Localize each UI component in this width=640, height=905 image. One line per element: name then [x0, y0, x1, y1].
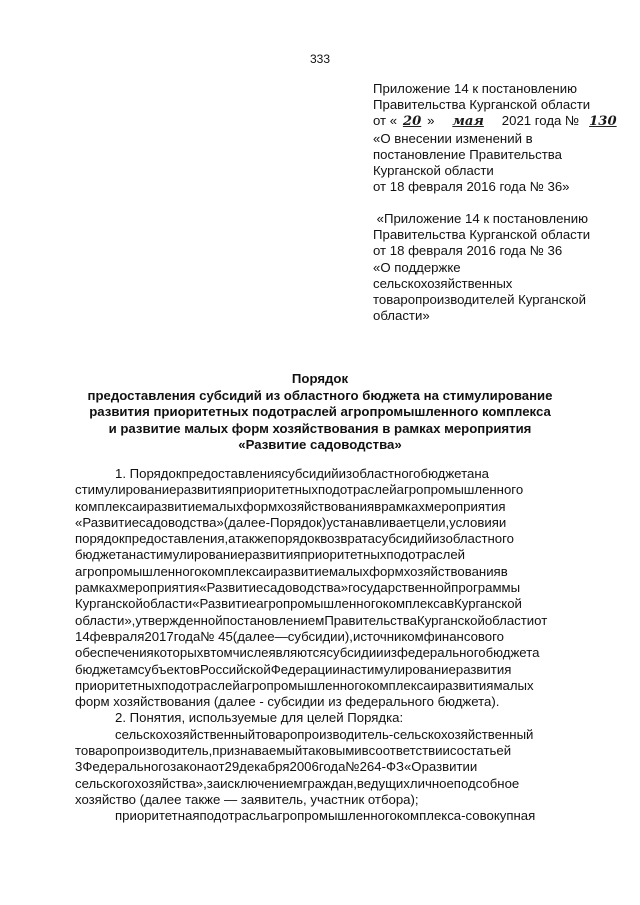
word: соответствии [368, 743, 450, 759]
word: 1. Порядок [115, 466, 182, 481]
word: Курганской [75, 596, 143, 612]
word: субъектов [137, 661, 201, 677]
paragraph-3-last-line: хозяйство (далее также — заявитель, участник отбора); [75, 791, 419, 807]
word: устанавливает [326, 514, 417, 530]
word: стимулирование [354, 661, 456, 677]
word: рамках [75, 580, 119, 596]
word: хозяйствования [277, 498, 375, 514]
word: форм [369, 563, 404, 579]
attachment-line: Правительства Курганской области [373, 227, 591, 243]
word: источником [352, 628, 424, 644]
attachment-line: постановление Правительства [373, 146, 562, 162]
text-line [75, 466, 612, 482]
text-line [75, 515, 612, 531]
word: малых [202, 498, 243, 514]
word: Курганской [417, 612, 485, 628]
word: 14 [75, 628, 90, 644]
text-line [75, 580, 612, 596]
word: Правительства [324, 612, 418, 628]
word: субсидии [326, 645, 384, 661]
text-line [75, 499, 612, 515]
word: в [361, 743, 369, 759]
word: подотраслей [386, 547, 466, 563]
paragraph-1-last-line: форм хозяйствования (далее - субсидии из федерального бюджета). [75, 694, 500, 710]
word: приоритетных [231, 482, 318, 498]
word: со [449, 743, 464, 759]
original-attachment-header [373, 211, 613, 324]
handwritten-month: мая [452, 114, 484, 130]
word: развития [244, 547, 301, 563]
word: Курганской [454, 596, 522, 612]
word: обеспечения [75, 645, 154, 661]
word: подотраслей [161, 677, 240, 693]
word: от [534, 612, 548, 628]
word: субсидий [281, 466, 339, 481]
word: комплекса [201, 563, 266, 579]
word: 264-ФЗ [359, 759, 404, 775]
word: комплекса [382, 596, 448, 612]
word: Федерации [270, 661, 340, 677]
document-body [75, 466, 612, 825]
text-line [75, 678, 612, 694]
word: хозяйства», [134, 775, 207, 791]
word: граждан, [302, 775, 357, 791]
word: агропромышленного [396, 482, 524, 498]
word: мероприятия [424, 498, 506, 514]
word: мероприятия [118, 580, 200, 596]
word: на [339, 661, 355, 677]
word: (далее [232, 628, 275, 644]
word: субсидии), [287, 628, 353, 644]
word: Российской [200, 661, 271, 677]
word: бюджетам [75, 661, 138, 677]
date-mid: » [427, 113, 435, 129]
attachment-line: «Приложение 14 к постановлению [373, 211, 588, 226]
word: декабря [239, 759, 290, 775]
title-line: предоставления субсидий из областного бюджета на стимулирование [87, 387, 553, 403]
word: «О [403, 759, 422, 775]
title-line: и развитие малых форм хозяйствования в рамках мероприятия [108, 420, 532, 436]
word: № 45 [200, 628, 233, 644]
text-line [75, 645, 612, 661]
word: № [345, 759, 360, 775]
word: сельскохозяйственный [393, 726, 534, 742]
word: 2006 [289, 759, 319, 775]
attachment-line: сельскохозяйственных [373, 275, 513, 291]
word: программы [451, 580, 521, 596]
word: области [142, 596, 193, 612]
word: в [500, 563, 508, 579]
word: Федерального [82, 759, 171, 775]
word: сельскохозяйственный [115, 726, 256, 742]
word: развития [176, 482, 232, 498]
word: - [461, 808, 466, 824]
word: 29 [224, 759, 240, 775]
text-line [75, 743, 612, 759]
word: агропромышленного [270, 808, 397, 824]
word: из [432, 531, 446, 547]
word: «Развитие [199, 580, 264, 596]
word: «Развитие [75, 514, 140, 530]
word: финансового [423, 628, 504, 644]
title-line: «Развитие садоводства» [238, 437, 402, 453]
word: являются [268, 645, 327, 661]
word: стимулирование [143, 547, 245, 563]
word: - [388, 726, 394, 742]
title-line: Порядок [291, 371, 349, 386]
word: возврата [320, 531, 375, 547]
word: февраля [89, 628, 145, 644]
word: постановлением [222, 612, 325, 628]
word: подсобное [453, 775, 520, 791]
word: садоводства» [139, 514, 224, 530]
word: субсидий [374, 531, 433, 547]
word: федерального [396, 645, 486, 661]
title-line: развития приоритетных подотраслей агропромышленного комплекса [89, 404, 551, 420]
word: признаваемый [212, 743, 303, 759]
word: предоставления, [124, 531, 229, 547]
attachment-line: от 18 февраля 2016 года № 36 [373, 243, 563, 259]
word: «Развитие [192, 596, 257, 612]
word: условия [449, 514, 499, 530]
word: развитии [421, 759, 478, 775]
text-line [75, 759, 612, 775]
word: стимулирование [75, 482, 177, 498]
word: приоритетных [75, 677, 162, 693]
word: закона [170, 759, 212, 775]
word: развитие [146, 498, 203, 514]
attachment-line: Курганской области [373, 163, 494, 179]
text-line [75, 547, 612, 563]
attachment-line: «О поддержке [373, 259, 461, 275]
document-title [0, 371, 640, 454]
word: подотраслей [318, 482, 397, 498]
text-line [75, 629, 612, 645]
word: и [265, 563, 274, 579]
word: из [338, 466, 353, 481]
word: - [265, 514, 270, 530]
word: комплекса [396, 808, 462, 824]
word: товаропроизводитель [255, 726, 389, 742]
word: таковыми [302, 743, 362, 759]
word: 2017 [144, 628, 174, 644]
word: — [274, 628, 288, 644]
attachment-line: области» [373, 308, 430, 324]
word: развития [437, 677, 494, 693]
word: и [139, 498, 147, 514]
word: бюджета [485, 645, 540, 661]
text-line [75, 482, 612, 498]
word: Порядок) [269, 514, 327, 530]
word: подотрасль [199, 808, 271, 824]
word: личное [409, 775, 454, 791]
amendment-attachment-header [373, 81, 617, 195]
word: из [383, 645, 397, 661]
word: в [447, 596, 455, 612]
word: в [374, 498, 382, 514]
attachment-line: от 18 февраля 2016 года № 36» [373, 179, 570, 195]
word: малых [328, 563, 370, 579]
word: области», [75, 612, 136, 628]
paragraph-1 [75, 466, 612, 694]
word: предоставления [181, 466, 282, 481]
word: (далее [223, 514, 266, 530]
word: областного [352, 466, 421, 481]
word: статьей [463, 743, 512, 759]
word: также [235, 531, 271, 547]
word: и [430, 677, 438, 693]
word: приоритетная [115, 808, 200, 824]
word: малых [493, 677, 534, 693]
word: том [210, 645, 233, 661]
word: комплекса [366, 677, 431, 693]
handwritten-day: 20 [402, 114, 422, 130]
word: агропромышленного [256, 596, 383, 612]
text-line [75, 776, 612, 792]
word: агропромышленного [75, 563, 202, 579]
word: в [203, 645, 211, 661]
word: от [211, 759, 225, 775]
word: рамках [381, 498, 425, 514]
date-prefix: от « [373, 113, 398, 129]
attachment-line: товаропроизводителей Курганской [373, 292, 586, 308]
word: порядок [75, 531, 125, 547]
text-line [75, 808, 612, 824]
paragraph-3 [75, 727, 612, 792]
date-year: 2021 года № [501, 113, 580, 129]
word: форм [242, 498, 278, 514]
word: числе [232, 645, 269, 661]
word: совокупная [465, 808, 536, 824]
handwritten-number: 130 [589, 114, 617, 130]
word: цели, [416, 514, 450, 530]
attachment-date-line [373, 113, 617, 130]
word: ведущих [356, 775, 410, 791]
word: 3 [75, 759, 83, 775]
word: бюджета [75, 547, 129, 563]
word: приоритетных [300, 547, 387, 563]
word: а [228, 531, 236, 547]
text-line [75, 596, 612, 612]
word: товаропроизводитель, [75, 743, 213, 759]
text-line [75, 531, 612, 547]
text-line [75, 613, 612, 629]
text-line [75, 564, 612, 580]
word: агропромышленного [239, 677, 367, 693]
word: областного [445, 531, 514, 547]
word: развития [455, 661, 512, 677]
word: государственной [348, 580, 452, 596]
word: и [498, 514, 507, 530]
word: бюджета [420, 466, 475, 481]
attachment-line: Приложение 14 к постановлению [373, 81, 577, 96]
text-line [75, 662, 612, 678]
paragraph-4 [75, 808, 612, 824]
word: утвержденной [135, 612, 223, 628]
word: на [474, 466, 489, 481]
word: года [173, 628, 201, 644]
attachment-line: «О внесении изменений в [373, 130, 533, 146]
word: года [318, 759, 346, 775]
word: хозяйствования [403, 563, 501, 579]
word: развитие [273, 563, 329, 579]
text-line [75, 727, 612, 743]
page-number: 333 [309, 52, 331, 66]
word: за [206, 775, 221, 791]
word: комплекса [75, 498, 140, 514]
paragraph-2: 2. Понятия, используемые для целей Порядка: [115, 710, 404, 726]
word: сельского [75, 775, 135, 791]
word: на [128, 547, 144, 563]
word: исключением [220, 775, 303, 791]
attachment-line: Правительства Курганской области [373, 97, 591, 113]
word: садоводства» [263, 580, 349, 596]
word: области [484, 612, 535, 628]
word: порядок [270, 531, 321, 547]
word: которых [153, 645, 204, 661]
